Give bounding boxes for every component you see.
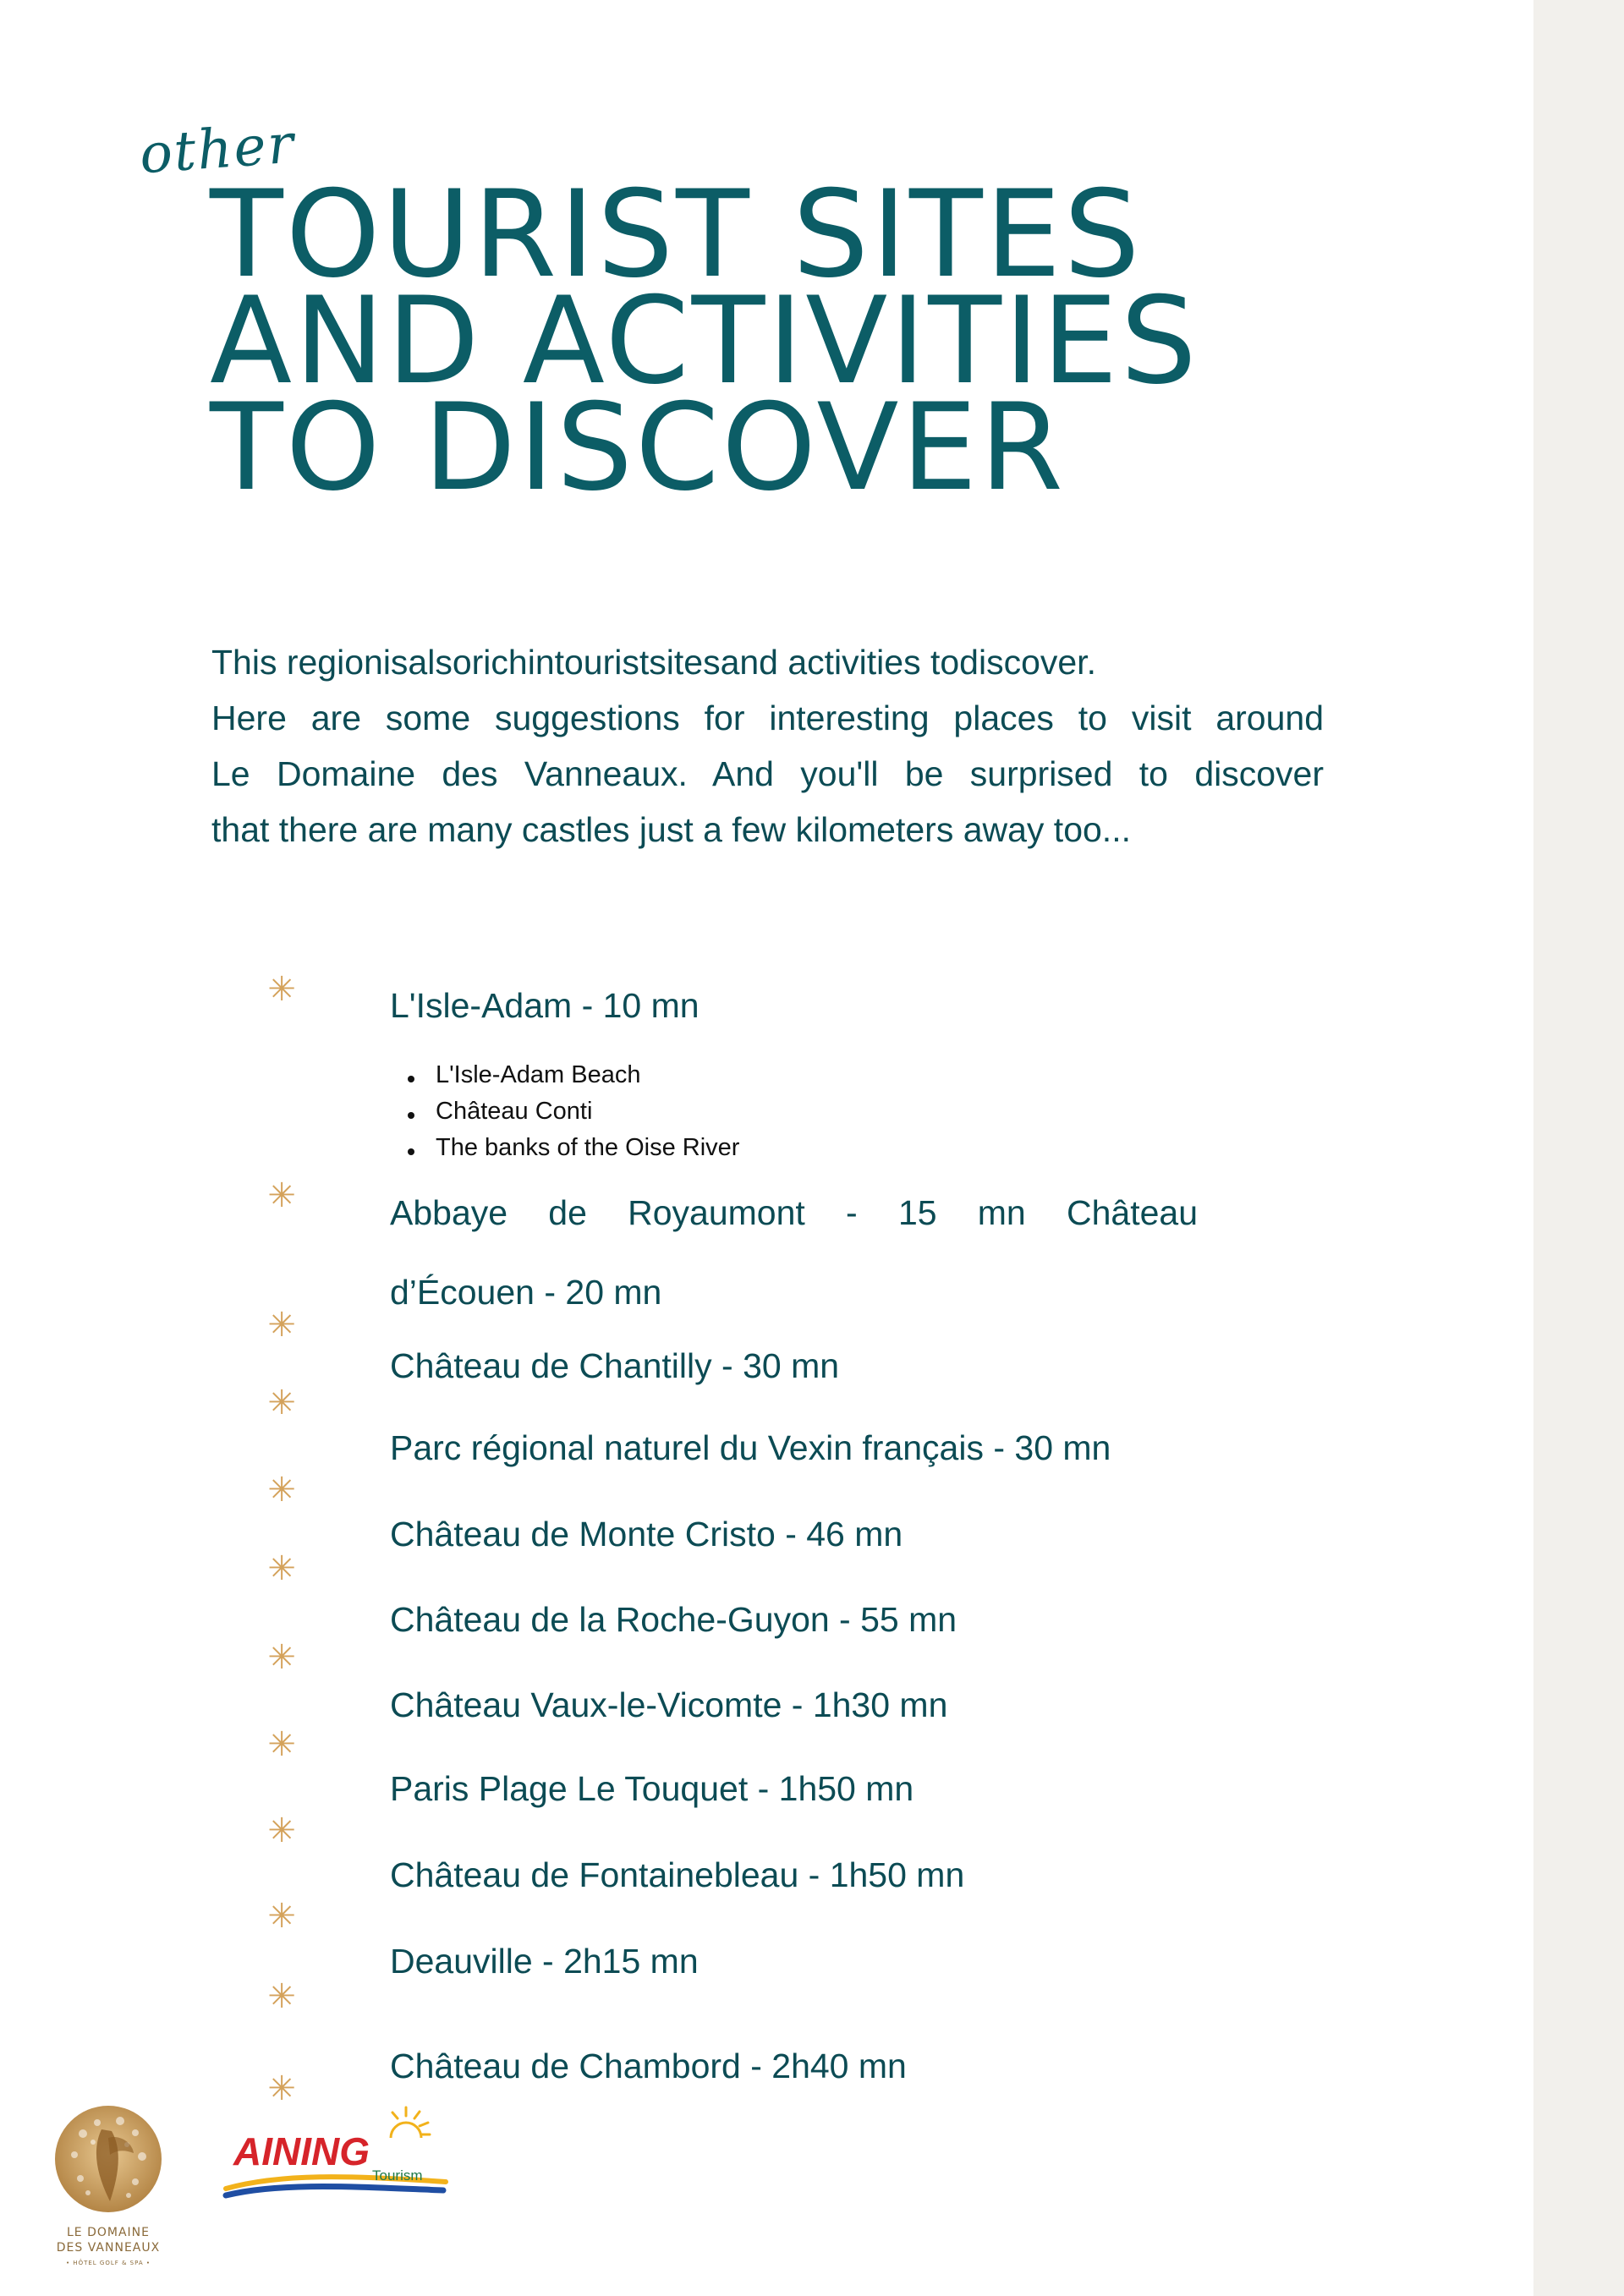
asterisk-star-icon: ✳ [267, 1384, 296, 1422]
asterisk-star-icon: ✳ [267, 1549, 296, 1588]
intro-line-4: that there are many castles just a few kilometers away too... [211, 810, 1131, 849]
destination-item: Château Vaux-le-Vicomte - 1h30 mn [390, 1685, 948, 1724]
page-title [210, 165, 1309, 518]
destination-item: Parc régional naturel du Vexin français - 30 mn [390, 1428, 1111, 1467]
asterisk-star-icon: ✳ [267, 1306, 296, 1345]
title-line-1: TOURIST SITES [210, 165, 1143, 304]
destination-item: Château de la Roche-Guyon - 55 mn [390, 1600, 957, 1639]
intro-line-3: Le Domaine des Vanneaux. And you'll be surprised to discover [211, 754, 1324, 793]
destination-item: L'Isle-Adam - 10 mn [390, 986, 700, 1025]
destination-item-line-1: Abbaye de Royaumont - 15 mn Château [390, 1193, 1198, 1232]
aining-subtitle: Tourism [372, 2167, 423, 2184]
sun-icon [392, 2107, 430, 2134]
title-line-3: TO DISCOVER [210, 378, 1066, 518]
aining-tourism-logo [222, 2106, 458, 2216]
logo-line-1: LE DOMAINE [67, 2226, 150, 2239]
asterisk-star-icon: ✳ [267, 1977, 296, 2016]
destination-item-line-2: d’Écouen - 20 mn [390, 1273, 662, 1312]
destination-item: Paris Plage Le Touquet - 1h50 mn [390, 1769, 914, 1808]
intro-line-1: This regionisalsorichintouristsitesand activities todiscover. [211, 643, 1096, 682]
intro-paragraph [211, 634, 1324, 858]
destination-item: Château de Chambord - 2h40 mn [390, 2047, 907, 2085]
intro-line-2: Here are some suggestions for interesting places to visit around [211, 699, 1324, 737]
asterisk-star-icon: ✳ [267, 1638, 296, 1677]
title-line-2: AND ACTIVITIES [210, 271, 1199, 411]
destination-item: Château de Fontainebleau - 1h50 mn [390, 1855, 965, 1894]
asterisk-star-icon: ✳ [267, 1471, 296, 1510]
sublist-item: Château Conti [404, 1093, 739, 1130]
sublist-item: The banks of the Oise River [404, 1130, 739, 1166]
right-margin-panel [1533, 0, 1624, 2296]
kicker-text: other [137, 112, 298, 187]
asterisk-star-icon: ✳ [267, 1725, 296, 1764]
asterisk-star-icon: ✳ [267, 2069, 296, 2108]
asterisk-star-icon: ✳ [267, 1811, 296, 1850]
destination-item [390, 1173, 1198, 1332]
logo-line-2: DES VANNEAUX [56, 2241, 161, 2255]
isle-adam-sublist [404, 1057, 739, 1166]
destination-item: Deauville - 2h15 mn [390, 1942, 699, 1981]
asterisk-star-icon: ✳ [267, 1176, 296, 1215]
domaine-des-vanneaux-logo [51, 2104, 203, 2273]
logo-tagline: • HÔTEL GOLF & SPA • [65, 2260, 151, 2266]
asterisk-star-icon: ✳ [267, 970, 296, 1009]
destination-item: Château de Monte Cristo - 46 mn [390, 1515, 903, 1553]
sublist-item: L'Isle-Adam Beach [404, 1057, 739, 1093]
aining-wordmark: AINING [233, 2129, 370, 2173]
asterisk-star-icon: ✳ [267, 1897, 296, 1936]
destination-item: Château de Chantilly - 30 mn [390, 1346, 840, 1385]
